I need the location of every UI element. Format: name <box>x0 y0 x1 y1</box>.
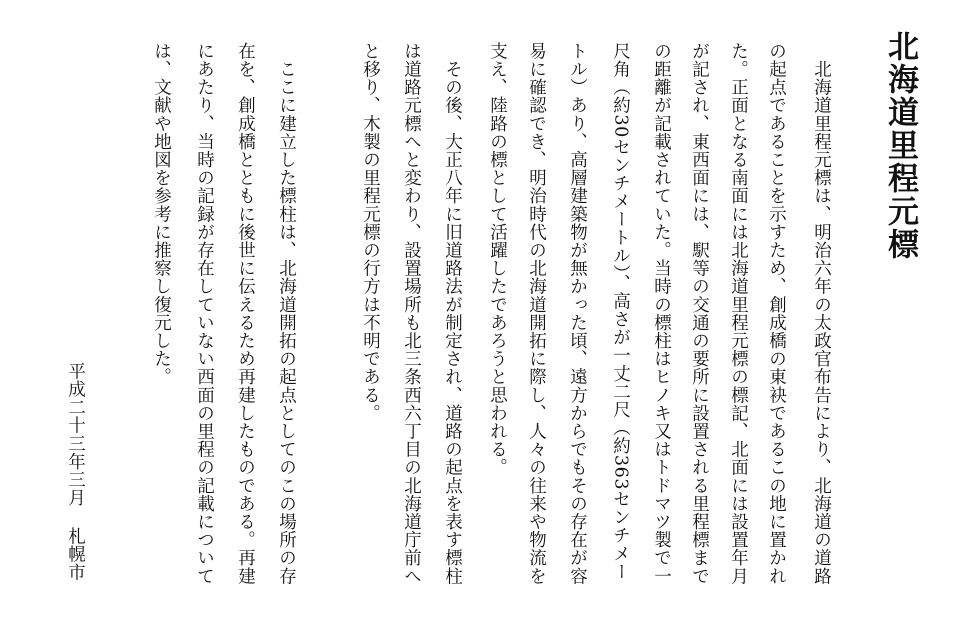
text-column-9: 支え、陸路の標として活躍したであろうと思われる。 <box>487 42 508 477</box>
text-column-8: 易に確認でき、明治時代の北海道開拓に際し、人々の往来や物流を <box>526 42 547 585</box>
text-column-5: の距離が記載されていた。当時の標柱はヒノキ又はトドマツ製で一 <box>651 42 672 585</box>
text-column-12: と移り、木製の里程元標の行方は不明である。 <box>360 42 381 423</box>
text-column-10: その後、大正八年に旧道路法が制定され、道路の起点を表す標柱 <box>442 42 463 585</box>
page-title: 北海道里程元標 <box>882 30 918 261</box>
text-column-15: にあたり、当時の記録が存在していない西面の里程の記載について <box>194 42 215 585</box>
date-text: 平成二十三年三月 <box>65 362 86 507</box>
text-column-11: は道路元標へと変わり、設置場所も北三条西六丁目の北海道庁前へ <box>401 42 422 585</box>
text-column-3: た。正面となる南面には北海道里程元標の標記、北面には設置年月 <box>728 42 749 585</box>
text-column-2: の起点であることを示すため、創成橋の東袂であるこの地に置かれ <box>766 42 787 585</box>
text-column-14: 在を、創成橋とともに後世に伝えるため再建したものである。再建 <box>235 42 256 585</box>
issuer-text: 札幌市 <box>65 527 86 582</box>
text-column-4: が記され、東西面には、駅等の交通の要所に設置される里程標まで <box>689 42 710 585</box>
text-column-16: は、文献や地図を参考に推察し復元した。 <box>151 42 172 386</box>
text-column-1: 北海道里程元標は、明治六年の太政官布告により、北海道の道路 <box>811 42 832 585</box>
text-column-7: トル）あり、高層建築物が無かった頃、遠方からでもその存在が容 <box>567 42 588 585</box>
text-column-6: 尺角（約30センチメートル）、高さが一丈二尺（約363センチメー <box>610 42 631 581</box>
text-column-13: ここに建立した標柱は、北海道開拓の起点としてのこの場所の存 <box>276 42 297 585</box>
